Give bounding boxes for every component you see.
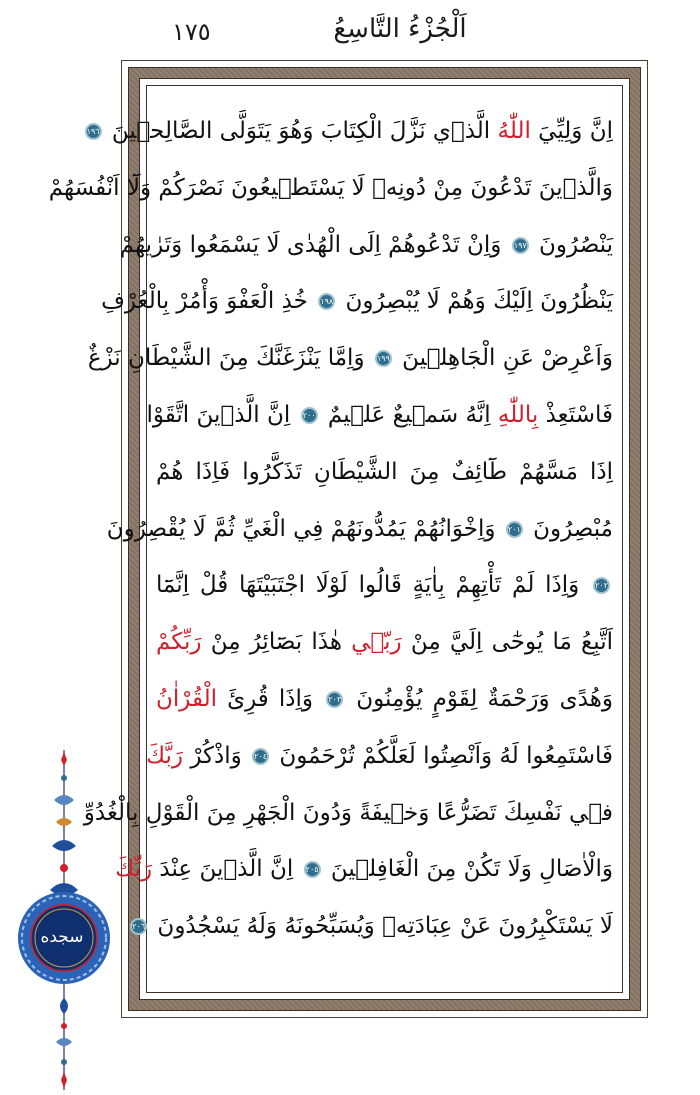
juz-title: اَلْجُزْءُ التَّاسِعُ <box>333 14 467 44</box>
verse-text: مُبْصِرُونَ <box>525 515 613 542</box>
divine-name-text: اللّٰهُ <box>497 118 531 144</box>
verse-text: اَتَّبِعُ مَا يُوحٰٓى اِلَيَّ مِنْ <box>401 629 613 656</box>
divine-name-text: رَبَّكَ <box>146 742 184 769</box>
verse-line <box>146 387 613 443</box>
verse-line <box>101 273 613 329</box>
ayah-number-marker: ١٩٨ <box>318 293 335 310</box>
verse-line <box>87 330 613 386</box>
verse-line <box>156 557 613 613</box>
sajda-label: سجده <box>40 927 84 947</box>
verse-text: اِنَّ الَّذ۪ينَ عِنْدَ <box>152 856 301 883</box>
verse-text: اِنَّ الَّذ۪ينَ اتَّقَوْا <box>146 402 298 428</box>
verse-text: وَالَّذ۪ينَ تَدْعُونَ مِنْ دُونِه۪ لَا يَسْتَط۪يعُونَ نَصْرَكُمْ وَلَٓا اَنْفُسَهُمْ <box>48 174 613 201</box>
ayah-number-marker: ٢٠٦ <box>130 918 147 935</box>
ayah-number-marker: ٢٠١ <box>506 521 523 538</box>
verse-text: وَاذْكُرْ <box>183 742 250 769</box>
verse-line <box>83 785 613 841</box>
sajda-ornament <box>18 750 110 1090</box>
verse-line <box>156 444 613 500</box>
verse-text: اِنَّ وَلِيِّيَ <box>530 118 613 144</box>
divine-name-text: بِاللّٰهِ <box>497 402 539 428</box>
verse-text: ف۪ي نَفْسِكَ تَضَرُّعًا وَخ۪يفَةً وَدُونَ الْجَهْرِ مِنَ الْقَوْلِ بِالْغُدُوِّ <box>83 799 613 826</box>
ayah-number-marker: ٢٠٥ <box>304 861 321 878</box>
page-header <box>0 14 700 54</box>
ayah-number-marker: ١٩٦ <box>85 123 102 140</box>
verse-line <box>119 217 613 273</box>
verse-text: وَاِذَا لَمْ تَأْتِهِمْ بِاٰيَةٍ قَالُوا لَوْلَا اجْتَبَيْتَهَا قُلْ اِنَّمَٓا <box>156 572 590 599</box>
verse-text: وَهُدًى وَرَحْمَةٌ لِقَوْمٍ يُؤْمِنُونَ <box>346 686 613 712</box>
divine-name-text: رَبِّكُمْ <box>156 629 202 656</box>
verse-line <box>115 841 613 897</box>
verse-text: اِذَا مَسَّهُمْ طَٓائِفٌ مِنَ الشَّيْطَانِ تَذَكَّرُوا فَاِذَا هُمْ <box>156 458 613 485</box>
ayah-number-marker: ٢٠٣ <box>326 691 343 708</box>
ayah-number-marker: ٢٠٠ <box>301 407 318 424</box>
verse-text: الَّذ۪ي نَزَّلَ الْكِتَابَ وَهُوَ يَتَوَلَّى الصَّالِح۪ينَ <box>104 118 498 144</box>
verse-text: وَاِذَا قُرِئَ <box>217 686 324 712</box>
verse-line <box>48 160 613 216</box>
verse-text: وَاِمَّا يَنْزَغَنَّكَ مِنَ الشَّيْطَانِ نَزْغٌ <box>87 345 372 372</box>
verse-line <box>86 103 613 159</box>
divine-name-text: الْقُرْاٰنُ <box>156 686 218 712</box>
verse-text: اِنَّهُ سَم۪يعٌ عَل۪يمٌ <box>320 402 498 428</box>
verse-text: وَاَعْرِضْ عَنِ الْجَاهِل۪ينَ <box>394 345 613 372</box>
divine-name-text: رَبّ۪ي <box>351 629 402 656</box>
ayah-number-marker: ١٩٩ <box>375 350 392 367</box>
verse-text: يَنْصُرُونَ <box>531 231 613 258</box>
verse-text: فَاسْتَعِذْ <box>538 402 613 428</box>
verse-text: وَالْاٰصَالِ وَلَا تَكُنْ مِنَ الْغَافِل۪ينَ <box>323 856 613 883</box>
ayah-number-marker: ٢٠٤ <box>252 748 269 765</box>
verse-text: هٰذَا بَصَٓائِرُ مِنْ <box>201 629 352 656</box>
page-number: ١٧٥ <box>172 18 211 46</box>
verse-line <box>132 898 613 954</box>
verse-line <box>146 728 613 784</box>
verse-text: وَاِنْ تَدْعُوهُمْ اِلَى الْهُدٰى لَا يَسْمَعُوا وَتَرٰيهُمْ <box>119 231 509 258</box>
divine-name-text: رَبِّكَ <box>115 856 153 883</box>
verse-text: فَاسْتَمِعُوا لَهُ وَاَنْصِتُوا لَعَلَّكُمْ تُرْحَمُونَ <box>272 742 613 769</box>
verse-line <box>106 501 613 557</box>
verse-text: خُذِ الْعَفْوَ وَأْمُرْ بِالْعُرْفِ <box>101 288 316 315</box>
ayah-number-marker: ١٩٧ <box>512 237 529 254</box>
verse-line <box>156 614 613 670</box>
ayah-number-marker: ٢٠٢ <box>593 577 610 594</box>
verse-line <box>156 671 613 727</box>
verse-text: وَاِخْوَانُهُمْ يَمُدُّونَهُمْ فِي الْغَيِّ ثُمَّ لَا يُقْصِرُونَ <box>106 515 503 542</box>
verse-text: يَنْظُرُونَ اِلَيْكَ وَهُمْ لَا يُبْصِرُونَ <box>338 288 613 315</box>
verse-text: لَا يَسْتَكْبِرُونَ عَنْ عِبَادَتِه۪ وَيُسَبِّحُونَهُ وَلَهُ يَسْجُدُونَ <box>150 913 613 940</box>
